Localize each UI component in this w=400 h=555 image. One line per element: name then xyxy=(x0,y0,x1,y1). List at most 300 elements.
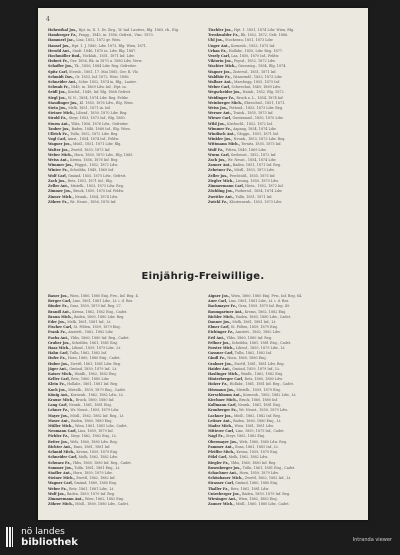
entry-text: Wien, 1862, 1882 Einj. xyxy=(84,496,125,501)
entry-text: Wien, 1860, 1880 Einj. Frw., Inf. Reg. 84. xyxy=(231,294,303,298)
entry-name: Schaffer Jos., xyxy=(48,64,74,69)
entry-text: Zistersd., 1851, 1871 Inf. xyxy=(232,69,277,74)
entry-text: Krems, 1862, 1882 Einj., Cadet. xyxy=(72,309,128,314)
entry-name: Obermayer Jos., xyxy=(208,439,239,444)
entry-text: Zwettl, 1862, 1882 Inf., Lt. xyxy=(244,476,292,481)
entry-text: Baden, 1860, 1880 Ldw. Reg. xyxy=(73,314,125,319)
entry-text: Bruck, 1860, 1880 Inf. xyxy=(239,398,278,403)
entry-text: Gloggn., 1851, 1871 Inf. xyxy=(236,132,279,137)
entry-name: Eder Jos., xyxy=(48,320,67,325)
entry-text: Zwettl, 1862, 1882 Inf. xyxy=(76,476,116,481)
entry-name: Strasser Carl, xyxy=(208,481,235,486)
entry-name: Wild Jos., xyxy=(208,121,227,126)
entry-name: Pölzl Carl, xyxy=(208,455,228,460)
entry-text: Neunk., 1861, 1881 Einj. xyxy=(68,403,112,408)
entry-text: Perchtold., 1855, 1875 Inf. xyxy=(229,173,276,178)
entry-text: Gmünd, 1859, 1879 Inf., Lt. xyxy=(232,366,280,371)
entry-text: Baden, 1860, 1880 Einj., Lt. xyxy=(233,418,282,423)
entry-name: Schachner Ant., xyxy=(208,470,239,475)
entry-text: Zwettl, 1853, 1873 Inf. xyxy=(70,147,111,152)
entry-text: Linz, 1861, 1881 Ldw., Lt. i. d. Res. xyxy=(228,299,290,304)
entry-name: Sturm Ant., xyxy=(48,121,71,126)
entry-name: Wiesinger Ant., xyxy=(208,496,238,501)
entry-name: Hamberger Fz., xyxy=(48,33,78,38)
entry-name: Weber Carl, xyxy=(208,85,231,90)
entry-name: Braun Mich., xyxy=(48,314,73,319)
entry-text: Schw. 1852, 1874 in, Rlg., Lauter. xyxy=(78,80,137,85)
entry-name: Urban Fz., xyxy=(208,48,228,53)
entry-name: Aigner Jos., xyxy=(208,294,231,298)
entry-name: Vesely Carl, xyxy=(208,54,231,59)
entry-text: Melk, 1851, 1871 in. Inf. xyxy=(68,106,111,111)
entry-name: Steiner Mich., xyxy=(48,111,75,116)
entry-text: Marchegg, 1855, 1875 Inf. xyxy=(233,80,280,85)
entry-text: Horn, 1860, 1880 Einj., Cadet. xyxy=(67,356,121,361)
logo-bars-icon xyxy=(6,527,13,547)
entry-name: Richter Ant., xyxy=(48,444,73,449)
list-item xyxy=(208,200,354,205)
entry-name: Ziegler Mich., xyxy=(208,178,235,183)
entry-text: Enns, 1861, 1881 Inf. xyxy=(73,444,111,449)
entry-text: Purkersd., 1854, 1874 Ldw. xyxy=(235,189,283,194)
entry-name: Zöchling Jos., xyxy=(208,189,234,194)
entry-text: Baden, 1859, 1879 Inf. Reg. xyxy=(241,491,291,496)
entry-text: Hpt. 1. 1851, 1874 Ldw. Wien, Rlg. xyxy=(233,28,295,32)
entry-text: Horn, 1850, 1870 Ldw., Rlg. 1885. xyxy=(74,152,134,157)
entry-text: Korneub., 1853, 1875 Inf. xyxy=(231,43,276,48)
entry-text: Horn, 1859, 1879 Ldw. xyxy=(239,470,279,475)
entry-text: Ybbs, 1860, 1880 Inf. Reg. xyxy=(230,460,277,465)
entry-name: Müller Mich., xyxy=(48,424,74,429)
entry-name: Kirchner Mich., xyxy=(208,398,239,403)
entry-text: Horn, 1859, 1879 Ldw. xyxy=(73,470,113,475)
entry-name: Steiner Mich., xyxy=(48,476,75,481)
viewer-credit: Intranda viewer xyxy=(352,537,392,543)
entry-text: Tulln, 1852, 1872 Ldw. Reg. xyxy=(70,132,119,137)
entry-name: Thaller Fz., xyxy=(208,486,230,491)
entry-text: Gmünd, 1855, 1875 Ldw., Gefreit. xyxy=(67,173,127,178)
entry-text: Retz, 1861, 1881 Ldw., Lt. xyxy=(68,486,115,491)
entry-name: Weiss Ant., xyxy=(48,158,69,163)
entry-name: Weber Fz., xyxy=(48,486,68,491)
entry-text: Amstett., 1862, 1882 Ldw. xyxy=(235,330,281,335)
entry-text: Melk, 1861, 1881 Inf., Lt. xyxy=(67,320,112,325)
entry-name: Zimmermann Ant., xyxy=(48,496,84,501)
entry-text: Hainb., 1852, Rlg. 1872. xyxy=(242,90,285,95)
entry-name: Stadler Ant., xyxy=(48,470,73,475)
entry-text: Neunk., 1854, 1874 Ldw. xyxy=(74,194,118,199)
entry-name: Haas Mich., xyxy=(48,346,71,351)
entry-name: Zwettler Ant., xyxy=(208,194,235,199)
entry-name: Pichler Fz., xyxy=(48,434,70,439)
entry-name: Neumann Carl, xyxy=(48,429,77,434)
entry-name: Wachter Mich., xyxy=(208,64,237,69)
entry-name: Zeller Jos., xyxy=(208,173,229,178)
entry-name: Wagner Carl, xyxy=(48,481,73,486)
entry-name: Trenkwalder Fz., xyxy=(208,33,240,38)
section-heading: Einjährig-Freiwillige. xyxy=(141,271,265,282)
entry-name: Zauner Mich., xyxy=(208,502,235,507)
entry-text: Korneub., 1862, 1882 Ldw., Lt. xyxy=(70,392,124,397)
entry-text: Gmünd, 1859, 1879 Inf., Lt. xyxy=(69,366,118,371)
entry-name: Unger Ant., xyxy=(208,43,230,48)
entry-name: Spitz Carl, xyxy=(48,69,68,74)
entry-name: Riegler Fz., xyxy=(208,460,230,465)
entry-name: Zinner Mich., xyxy=(48,194,74,199)
entry-text: Wr. Neust., 1859, 1879 Ldw. xyxy=(70,408,120,413)
entry-text: Mödl., 1851, 1871 Ldw. Rlg. xyxy=(72,142,122,147)
entry-name: Gruber Jos., xyxy=(48,340,71,345)
entry-text: Ybbs, 1860, 1880 Inf. Reg., Cadet. xyxy=(70,335,130,340)
entry-name: Kaiser Mich., xyxy=(48,372,74,377)
entry-name: Zöhrer Fz., xyxy=(48,199,69,204)
entry-name: Kronberger Fz., xyxy=(208,408,238,413)
entry-name: Auer Carl, xyxy=(208,299,228,304)
entry-name: Zimmermann Carl, xyxy=(208,184,244,189)
entry-text: Krems, 1856, 1876 Inf. Reg. xyxy=(70,158,119,163)
entry-name: Pfeiffer Mich., xyxy=(208,450,236,455)
entry-name: Hofer Fz., xyxy=(48,356,67,361)
entry-text: Gänserndf., 1853, 1873 Ldw. xyxy=(232,74,283,79)
entry-text: Waidh., 1862, 1882 Einj. xyxy=(74,372,117,377)
entry-text: Gr. 1853, Inf. 1872, Weis. 1886. xyxy=(75,74,130,79)
entry-name: Weiss Jos., xyxy=(208,106,229,111)
entry-name: Zwickl Fz., xyxy=(208,199,229,204)
entry-name: Fuchs Ant., xyxy=(48,335,70,340)
entry-text: Ebreichsd., 1851, 1871. xyxy=(244,100,286,105)
entry-name: Schönbauer Mich., xyxy=(208,476,244,481)
entry-text: Hollabr., 1861, 1881 Inf. Reg., Cadet. xyxy=(229,382,294,387)
entry-text: Steyr, 1862, 1882 Einj., Lt. xyxy=(70,434,117,439)
entry-name: König Ant., xyxy=(48,392,70,397)
page-number: 4 xyxy=(46,16,50,23)
entry-name: Tischler Jos., xyxy=(208,28,233,32)
entry-text: Pottend., 1853, 1873 Ldw. Reg. xyxy=(229,106,284,111)
entry-text: Wien, 1861, 1881 Ldw., Cadet. xyxy=(74,424,128,429)
entry-name: Wolf Fz., xyxy=(208,147,225,152)
entry-name: Wagner Jos., xyxy=(208,69,232,74)
entry-text: Baden, 1860, 1880 Ldw., Cadet. xyxy=(236,314,292,319)
entry-text: Mistelb., 1853, 1873 Ldw. Reg. xyxy=(70,184,124,189)
entry-text: 1849, in. 1869 Ldw. Inf., Hpt. in. xyxy=(70,85,127,90)
entry-text: Lilienf., 1850, 1870 Ldw. Reg. xyxy=(76,111,128,116)
column-bottom-left xyxy=(48,294,194,514)
entry-name: Danner Jos., xyxy=(208,320,232,325)
entry-text: Melk, 1862, 1882 Ldw. xyxy=(78,455,118,460)
entry-text: Lilienf., 1859, 1879 Ldw., Lt. xyxy=(71,346,122,351)
entry-name: Lackner Jos., xyxy=(208,413,233,418)
entry-name: Wimmer Fz., xyxy=(208,126,233,131)
entry-name: Bauer Jos., xyxy=(48,294,69,298)
entry-text: Korneub., 1862, 1882 Ldw., Lt. xyxy=(243,392,297,397)
entry-name: Tauber Jos., xyxy=(48,126,71,131)
entry-name: Winkler Jos., xyxy=(208,137,233,142)
entry-text: Ybbs, 1856, 1876 Ldw., Gefreiter. xyxy=(71,121,129,126)
entry-text: Laa, 1850, 1870 Inf., Feldw. xyxy=(231,54,280,59)
entry-text: Poysd., 1852, 1872 Ldw. xyxy=(233,59,276,64)
entry-text: Sternb., 1861, 17. Mai 1885, Ger. R. Vlz. xyxy=(69,69,139,74)
list-item xyxy=(48,200,194,205)
entry-text: Wien, 1861, 1881 Ldw. xyxy=(234,424,274,429)
entry-text: Melk, 1862, 1882 Ldw. xyxy=(228,455,268,460)
entry-name: Haider Ant., xyxy=(208,366,232,371)
entry-name: Wagner Jos., xyxy=(48,142,72,147)
entry-name: Binder Fz., xyxy=(48,304,69,309)
entry-name: Wegscheider Jos., xyxy=(208,90,242,95)
entry-name: Pammer Ant., xyxy=(208,444,234,449)
entry-text: Enns, 1861, 1881 Inf., Lt. xyxy=(235,444,279,449)
entry-text: Gmünd, 1860, 1880 Einj. xyxy=(235,481,279,486)
entry-text: Retz, 1860, 1880 Ldw. xyxy=(244,377,283,382)
entry-text: Seebenst., 1852, 1872 Inf. xyxy=(230,152,277,157)
entry-name: Reiter Jos., xyxy=(48,439,70,444)
entry-text: Linz, 1861, 1881 Ldw., Lt. i. d. Res. xyxy=(72,299,134,304)
entry-text: Graz, 1859, 1879 Inf. Reg. 27. xyxy=(69,304,122,309)
entry-text: Krems, 1859, 1879 Einj. xyxy=(76,450,119,455)
entry-name: Schwab Fr., xyxy=(48,85,70,90)
entry-name: Zach Jos., xyxy=(208,158,227,163)
entry-text: Graz, 1859, 1879 Inf. Reg. 49. xyxy=(238,304,291,309)
entry-name: Viktorin Jos., xyxy=(208,59,233,64)
entry-name: Vogl Carl, xyxy=(48,137,67,142)
entry-text: Wr. Neust., 1856, 1876 Inf. xyxy=(69,199,117,204)
entry-text: Kl. 1855, 1876 Ldw., Rlg. Wien. xyxy=(79,100,134,105)
entry-name: Lehner Fz., xyxy=(48,408,70,413)
entry-name: Zöhrer Mich., xyxy=(48,502,75,507)
entry-name: Hammerl Jac., xyxy=(48,38,76,43)
entry-name: Hahn Carl, xyxy=(48,351,69,356)
column-top-left xyxy=(48,28,194,266)
entry-name: Holzer Fz., xyxy=(208,382,229,387)
entry-text: Wr. Neust., 1859, 1879 Ldw. xyxy=(239,408,288,413)
entry-text: Melk, 1861, 1881 Inf., Lt. xyxy=(232,320,277,325)
entry-name: Schneider Carl, xyxy=(48,455,78,460)
entry-text: Bruck a. L., 1854, 1874 Inf. xyxy=(236,95,284,100)
entry-text: W. N., 1854, 1874 Ldw. Reg. Feldw. xyxy=(67,95,129,100)
entry-text: Aspang, 1854, 1874 Ldw. xyxy=(233,126,277,131)
list-item xyxy=(48,502,194,507)
entry-text: Wels, 1860, 1880 Ldw. Reg. xyxy=(70,439,118,444)
entry-text: Mistelb., 1859, 1879 Einj., Cadet. xyxy=(68,387,126,392)
entry-text: Klosterneub., 1853, 1873 Ldw. xyxy=(229,199,283,204)
entry-text: Scheibbs, 1861, 1881 Einj., Cadet. xyxy=(231,340,292,345)
entry-text: Retz, 1860, 1880 Ldw. xyxy=(70,377,110,382)
entry-name: Hohenthal Jos., xyxy=(48,28,78,32)
entry-text: Tulln, 1862, 1882 Inf. xyxy=(234,351,272,356)
list-item xyxy=(208,502,354,507)
entry-text: Mödl., 1860, 1880 Ldw., Cadet. xyxy=(235,502,290,507)
entry-name: Ertl Ant., xyxy=(208,335,226,340)
entry-name: Lang Carl, xyxy=(48,403,68,408)
entry-name: Unterberger Jos., xyxy=(208,491,241,496)
entry-name: Schmidt Dav., xyxy=(48,74,75,79)
scanned-page xyxy=(38,8,368,520)
viewer-footer xyxy=(0,522,400,555)
entry-text: Rk. 1852, 1872, Gefr. 1886. xyxy=(240,33,289,38)
entry-name: Strobl Fz., xyxy=(48,116,68,121)
entry-name: Schmid Mich., xyxy=(48,450,76,455)
entry-name: Wimmer Jos., xyxy=(48,163,74,168)
entry-name: Wolf Carl, xyxy=(48,173,67,178)
entry-text: Ternitz, 1855, 1875 Inf. xyxy=(241,142,282,147)
entry-text: Zwettl, 1861, 1881 Ldw. Reg. xyxy=(70,361,121,366)
entry-text: Amstett., 1862, 1882 Ldw. xyxy=(68,330,114,335)
entry-text: Mödl., 1862, 1882 Inf. Reg. xyxy=(233,413,281,418)
entry-name: Hörmann Jos., xyxy=(208,387,236,392)
entry-text: Kirchd., 1849, Inf. Rlg. 1868 Gefreit. xyxy=(67,90,132,95)
logo-line-1: nö landes xyxy=(21,527,65,537)
entry-name: Mitterer Carl, xyxy=(208,429,235,434)
column-bottom-right xyxy=(208,294,354,514)
entry-name: Hansel Jos., xyxy=(48,43,71,48)
entry-name: Wieser Carl, xyxy=(208,116,232,121)
entry-name: Krause Mich., xyxy=(48,398,75,403)
entry-name: Winter Fz., xyxy=(48,168,69,173)
entry-text: Mistelb., 1859, 1879 Einj. xyxy=(236,387,281,392)
entry-name: Walter Jos., xyxy=(48,147,70,152)
entry-text: Linz, 1859, 1879 Inf. xyxy=(77,429,114,434)
library-logo[interactable] xyxy=(6,527,78,548)
entry-text: Krems, 1862, 1882 Einj. xyxy=(244,309,287,314)
entry-name: Herold Ant., xyxy=(48,48,72,53)
entry-text: Baden, 1848, 1868 Inf., Rlg. Wien. xyxy=(71,126,131,131)
entry-text: Liesing, 1850, 1870 Ldw. xyxy=(235,178,279,183)
entry-name: Hinterberger Carl, xyxy=(208,377,244,382)
entry-text: Hietz., 1852, 1872 Inf. xyxy=(245,184,284,189)
entry-text: St. Pölten, 1859, 1879 Einj. xyxy=(230,325,278,330)
entry-name: Sommer Jos., xyxy=(48,465,74,470)
entry-text: Neunk., 1861, 1881 Einj. xyxy=(237,403,281,408)
entry-text: St. Pölten, 1859, 1879 Einj. xyxy=(73,325,121,330)
entry-text: Hpt. 1. J. 1880, Ldw. 1873, Rlg. Wien, 1871. xyxy=(71,43,148,48)
entry-text: Tulln, 1861, 1881 Einj., Cadet. xyxy=(242,465,296,470)
entry-name: Leitner Ant., xyxy=(208,418,233,423)
entry-text: Grosssieg., 1854, Rlg. 1874. xyxy=(237,64,287,69)
entry-text: Baden, 1859, 1879 Inf. Reg. xyxy=(66,491,116,496)
entry-name: Ullrich Fz., xyxy=(48,132,70,137)
entry-name: Gassner Carl, xyxy=(208,351,234,356)
entry-text: Scheibbs, 1861, 1881 Einj. xyxy=(71,340,118,345)
entry-name: Zeller Ant., xyxy=(48,184,70,189)
entry-name: Mayer Jos., xyxy=(48,413,70,418)
entry-text: Gmünd, 1860, 1880 Einj. xyxy=(73,481,117,486)
entry-text: Tk., 1856, 1884 Ldw. Reg. Gefreiter. xyxy=(74,64,137,69)
entry-text: Traisk., 1855, 1875 Inf. xyxy=(233,111,274,116)
entry-name: Klein Fz., xyxy=(48,382,67,387)
entry-name: Berger Carl, xyxy=(48,299,72,304)
entry-name: Baumgartner Ant., xyxy=(208,309,244,314)
entry-name: Stein Jos., xyxy=(48,106,68,111)
entry-name: Ebner Carl, xyxy=(208,325,230,330)
entry-text: Amst., 1854, 1874 Inf., Feldw. xyxy=(67,137,120,142)
entry-text: Wien, 1860, 1880 Einj. Frw., Inf. Reg. 4. xyxy=(69,294,139,298)
entry-name: Schneider Ant., xyxy=(48,80,78,85)
entry-name: Fischer Carl, xyxy=(48,325,73,330)
entry-name: Forster Mich., xyxy=(208,346,235,351)
entry-text: Stadt. 1846, 1870 in. Ldw. Rlg. 1887. xyxy=(72,48,137,53)
entry-text: Baden, 1851, 1871 Inf. Reg. xyxy=(232,163,281,168)
entry-text: Linz, 1852, 1872 gr. Weis. xyxy=(76,38,121,43)
entry-text: Ybbs, 1860, 1880 Inf. Reg. xyxy=(226,335,273,340)
entry-name: Werner Ant., xyxy=(208,111,233,116)
entry-text: Pragg., 1845, in. 1856, Gefreit., Vinc. 1870. xyxy=(78,33,154,38)
entry-name: Koch Jos., xyxy=(48,387,67,392)
entry-text: Scheibbs, 1849, 1869 Inf. xyxy=(69,168,114,173)
logo-line-2: bibliothek xyxy=(21,537,78,548)
entry-text: Mödl., 1853, 1873 Ldw. xyxy=(234,168,275,173)
entry-text: Krems, 1859, 1879 Einj. xyxy=(236,450,279,455)
entry-text: Ger. 1856, Rk. in 1870 u. 1880 Ldw. Verw. xyxy=(70,59,143,64)
entry-text: Steyr, 1862, 1882 Einj. xyxy=(225,434,266,439)
entry-name: Waldhör Fz., xyxy=(208,74,232,79)
entry-name: Hubert Fr., xyxy=(48,59,69,64)
entry-text: Retz, 1851, 1871 Inf., Rlg. xyxy=(67,178,113,183)
entry-name: Mader Mich., xyxy=(208,424,234,429)
entry-name: Rosenberger Jos., xyxy=(208,465,242,470)
entry-name: Hochmöller Rud., xyxy=(48,54,82,59)
column-top-right xyxy=(208,28,354,266)
entry-text: Retz, 1861, 1881 Ldw. xyxy=(230,486,270,491)
entry-text: Neunk., 1853, 1873 Ldw. Reg. xyxy=(233,137,286,142)
entry-name: Jäger Ant., xyxy=(48,366,69,371)
entry-name: Zimmer Jos., xyxy=(48,189,73,194)
entry-text: Waidh., 1862, 1882 Einj. xyxy=(240,372,284,377)
entry-text: Tulln, 1851, 1871 Inf. xyxy=(235,194,273,199)
entry-text: Bruck, 1860, 1880 Inf. xyxy=(75,398,115,403)
entry-name: Siegl Jos., xyxy=(48,95,67,100)
entry-text: Zwettl, 1861, 1881 Ldw. Reg. xyxy=(234,361,285,366)
entry-text: Wr. Neust., 1854, 1874 Ldw. xyxy=(227,158,277,163)
entry-name: Fellner Jos., xyxy=(208,340,231,345)
entry-name: Bachmayer Fz., xyxy=(208,304,238,309)
entry-text: Linz, 1859, 1879 Inf., Cadet. xyxy=(235,429,285,434)
entry-text: Steyr, 1853, 1873 Inf., Rlg. 1880. xyxy=(68,116,126,121)
entry-text: Mödl., 1862, 1882 Inf. Reg., Lt. xyxy=(70,413,125,418)
entry-name: Gindl Fz., xyxy=(208,356,227,361)
entry-name: Bichler Mich., xyxy=(208,314,236,319)
entry-name: Brandl Ant., xyxy=(48,309,72,314)
entry-text: Wels, 1860, 1880 Ldw. Reg. xyxy=(239,439,287,444)
entry-name: Windisch Ant., xyxy=(208,132,236,137)
entry-text: Tulln, 1861, 1881 Einj., Lt. xyxy=(74,465,121,470)
entry-text: Baden, 1860, 1880 Einj. xyxy=(71,418,113,423)
entry-name: Weidinger Fz., xyxy=(208,95,236,100)
entry-name: Uhl Jos., xyxy=(208,38,225,43)
entry-text: Vöcklab., 1851, 1871 Inf. Ldw. xyxy=(82,54,135,59)
entry-text: Schwechat, 1849, 1869 Ldw. xyxy=(231,85,281,90)
entry-text: Hollabr., 1861, 1881 Inf. Reg. xyxy=(67,382,119,387)
entry-text: Stockerau, 1851, 1873 Ldw. xyxy=(225,38,274,43)
entry-text: Pitten, 1849, 1869 Ldw. xyxy=(225,147,267,152)
entry-name: Nagl Fz., xyxy=(208,434,225,439)
entry-name: Wittmann Mich., xyxy=(208,142,240,147)
entry-text: Horn, 1860, 1880 Einj. xyxy=(227,356,267,361)
entry-name: Wallner Ant., xyxy=(208,80,233,85)
entry-text: Tulln, 1862, 1882 Inf. xyxy=(69,351,107,356)
entry-name: Staudinger Jos., xyxy=(48,100,79,105)
entry-name: Eichinger Fz., xyxy=(208,330,235,335)
entry-name: Weber Mich., xyxy=(48,152,74,157)
entry-name: Schwarz Fz., xyxy=(48,460,72,465)
entry-name: Zauner Ant., xyxy=(208,163,232,168)
entry-name: Moser Ant., xyxy=(48,418,71,423)
entry-name: Kerschbaum Ant., xyxy=(208,392,243,397)
entry-text: Guntramsd., 1850, 1870 Ldw. xyxy=(232,116,284,121)
entry-name: Wolf Jos., xyxy=(48,491,66,496)
entry-name: Seidl Jos., xyxy=(48,90,67,95)
entry-name: Kollmann Carl, xyxy=(208,403,237,408)
entry-name: Zehetner Fz., xyxy=(208,168,234,173)
